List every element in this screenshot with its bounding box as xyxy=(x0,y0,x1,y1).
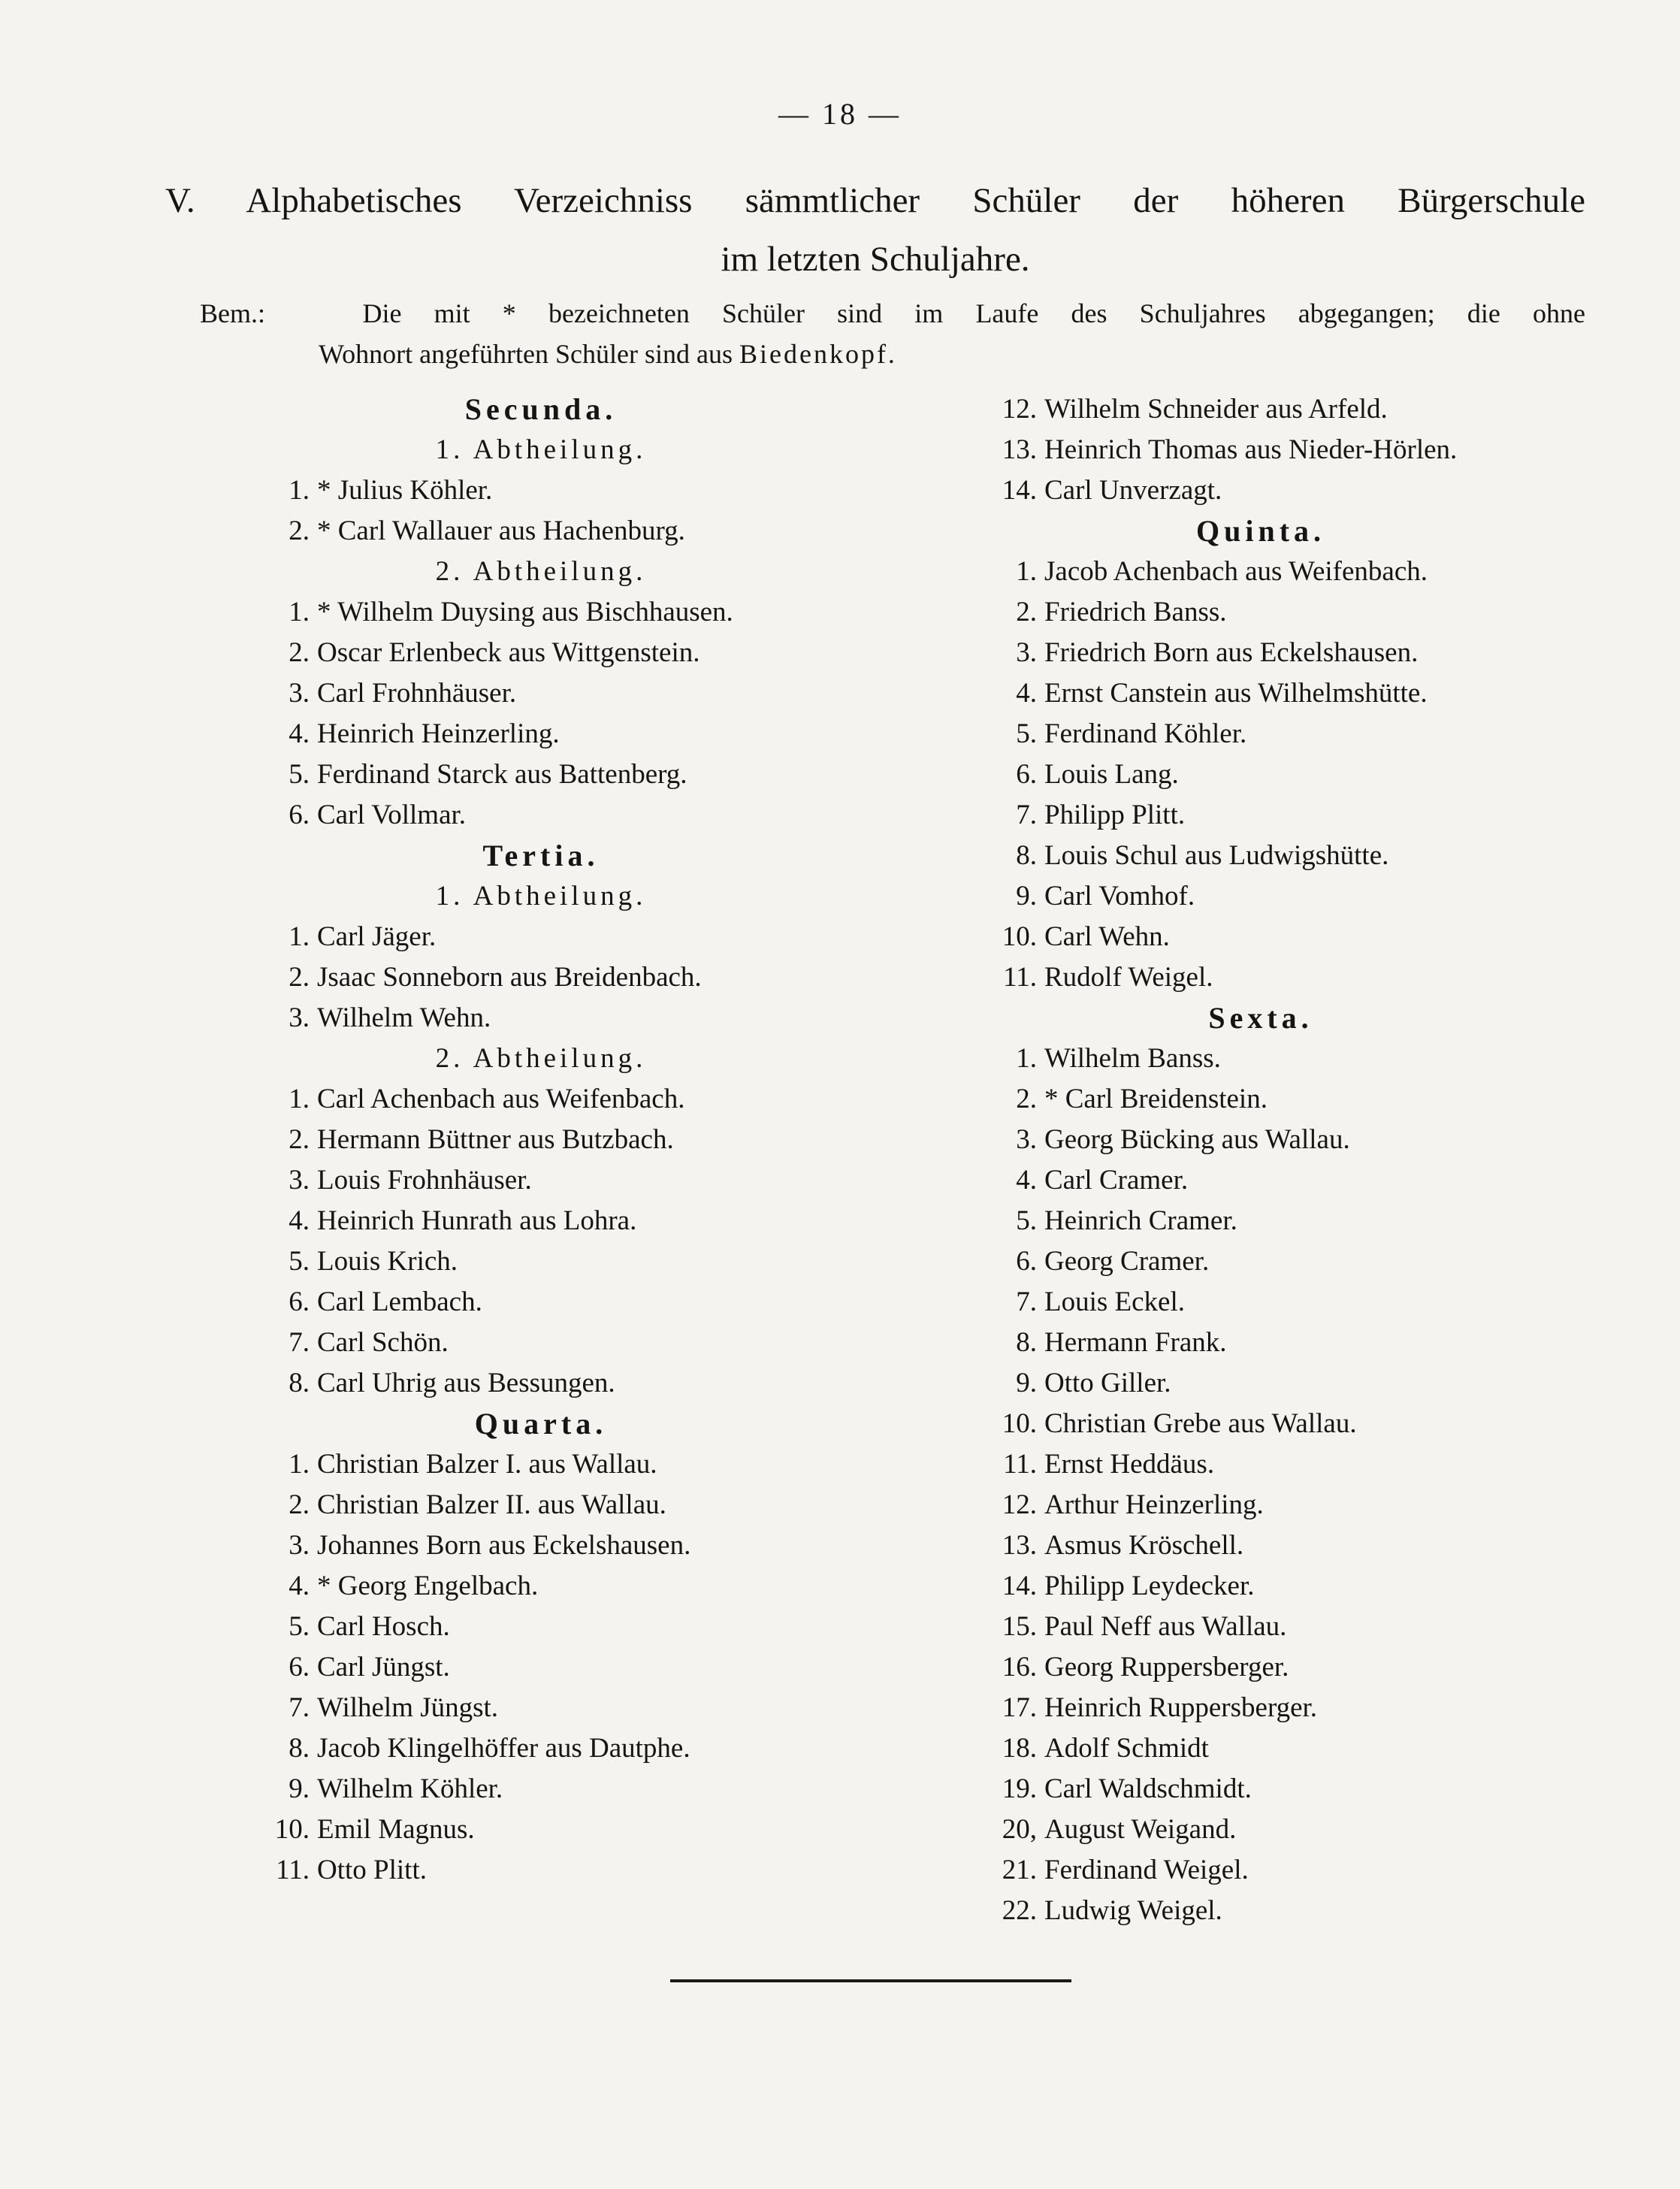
closing-rule xyxy=(670,1979,1071,1982)
entry-number: 13. xyxy=(1002,1530,1037,1561)
entry-number: 8. xyxy=(289,1368,310,1398)
entry-number: 22. xyxy=(1002,1895,1037,1926)
entry-number: 12. xyxy=(1002,1489,1037,1520)
entry-number: 1. xyxy=(289,921,310,952)
student-entry xyxy=(975,1688,1576,1728)
student-entry xyxy=(975,1891,1576,1931)
student-entry xyxy=(248,957,924,998)
student-name: Heinrich Thomas aus Nieder-Hörlen. xyxy=(1044,434,1458,465)
student-entry xyxy=(975,1850,1576,1891)
student-entry xyxy=(248,1485,924,1525)
class-heading: Sexta. xyxy=(1208,1001,1313,1035)
entry-number: 1. xyxy=(289,1449,310,1480)
student-entry xyxy=(975,430,1576,470)
student-entry xyxy=(975,1444,1576,1485)
student-entry xyxy=(975,1323,1576,1363)
entry-number: 16. xyxy=(1002,1652,1037,1683)
student-entry xyxy=(248,1769,924,1810)
student-name: Arthur Heinzerling. xyxy=(1044,1489,1264,1520)
student-name: Ferdinand Köhler. xyxy=(1044,718,1247,749)
student-entry xyxy=(975,1363,1576,1404)
entry-number: 5. xyxy=(1016,1205,1037,1236)
student-entry xyxy=(248,917,924,957)
page-title xyxy=(165,171,1585,289)
student-name: Wilhelm Köhler. xyxy=(317,1773,503,1804)
student-name: Louis Krich. xyxy=(317,1246,458,1277)
student-name: Carl Unverzagt. xyxy=(1044,475,1222,506)
student-name: Christian Balzer II. aus Wallau. xyxy=(317,1489,666,1520)
entry-number: 4. xyxy=(1016,1165,1037,1196)
student-entry xyxy=(975,1160,1576,1201)
entry-number: 10. xyxy=(274,1814,310,1845)
student-entry xyxy=(248,1728,924,1769)
student-entry xyxy=(975,795,1576,836)
title-line-1: V. Alphabetisches Verzeichniss sämmtlicher Schüler der höheren Bürgerschule xyxy=(165,181,1585,220)
entry-number: 5. xyxy=(289,1611,310,1642)
student-name: August Weigand. xyxy=(1044,1814,1237,1845)
entry-number: 5. xyxy=(289,1246,310,1277)
student-entry xyxy=(248,1241,924,1282)
entry-number: 4. xyxy=(289,1205,310,1236)
entry-number: 3. xyxy=(289,1165,310,1196)
entry-number: 7. xyxy=(1016,1286,1037,1317)
student-name: Asmus Kröschell. xyxy=(1044,1530,1244,1561)
entry-number: 3. xyxy=(1016,637,1037,668)
entry-number: 10. xyxy=(1002,921,1037,952)
student-entry xyxy=(975,1404,1576,1444)
student-name: Heinrich Ruppersberger. xyxy=(1044,1692,1318,1723)
left-column xyxy=(248,389,924,1891)
student-name: * Georg Engelbach. xyxy=(317,1571,539,1601)
student-name: Friedrich Banss. xyxy=(1044,597,1227,627)
student-entry xyxy=(975,1120,1576,1160)
student-name: Carl Vomhof. xyxy=(1044,881,1195,912)
remark-line-2 xyxy=(200,334,1585,374)
student-name: Georg Cramer. xyxy=(1044,1246,1210,1277)
entry-number: 3. xyxy=(289,678,310,709)
student-entry xyxy=(975,470,1576,511)
student-name: Otto Giller. xyxy=(1044,1368,1171,1398)
student-name: Carl Uhrig aus Bessungen. xyxy=(317,1368,615,1398)
student-name: Jacob Klingelhöffer aus Dautphe. xyxy=(317,1733,690,1764)
student-name: Carl Jüngst. xyxy=(317,1652,450,1683)
student-name: Carl Lembach. xyxy=(317,1286,482,1317)
student-entry xyxy=(975,1201,1576,1241)
class-heading: Secunda. xyxy=(464,392,618,426)
student-entry xyxy=(975,876,1576,917)
entry-number: 18. xyxy=(1002,1733,1037,1764)
student-name: Wilhelm Schneider aus Arfeld. xyxy=(1044,394,1388,425)
entry-number: 17. xyxy=(1002,1692,1037,1723)
student-entry xyxy=(975,1241,1576,1282)
student-entry xyxy=(975,1810,1576,1850)
class-heading: Quinta. xyxy=(1195,514,1326,548)
entry-number: 8. xyxy=(289,1733,310,1764)
remark-line-1 xyxy=(200,293,1585,334)
student-name: Georg Bücking aus Wallau. xyxy=(1044,1124,1350,1155)
entry-number: 8. xyxy=(1016,840,1037,871)
student-entry xyxy=(975,1039,1576,1079)
student-name: Georg Ruppersberger. xyxy=(1044,1652,1289,1683)
student-name: Ferdinand Weigel. xyxy=(1044,1855,1249,1885)
student-entry xyxy=(248,1282,924,1323)
student-name: Louis Lang. xyxy=(1044,759,1179,790)
student-entry xyxy=(975,836,1576,876)
student-entry xyxy=(975,1079,1576,1120)
student-entry xyxy=(248,1566,924,1607)
student-entry xyxy=(975,957,1576,998)
student-entry xyxy=(975,754,1576,795)
remark-note xyxy=(200,293,1585,374)
entry-number: 1. xyxy=(1016,556,1037,587)
entry-number: 9. xyxy=(289,1773,310,1804)
student-entry xyxy=(248,1525,924,1566)
student-entry xyxy=(975,1607,1576,1647)
remark-place: Biedenkopf. xyxy=(739,339,897,369)
student-entry xyxy=(248,714,924,754)
class-heading: Tertia. xyxy=(482,839,600,872)
student-entry xyxy=(248,470,924,511)
student-entry xyxy=(248,633,924,673)
entry-number: 2. xyxy=(289,1124,310,1155)
entry-number: 11. xyxy=(1003,962,1037,993)
student-name: Ludwig Weigel. xyxy=(1044,1895,1222,1926)
student-entry xyxy=(248,1120,924,1160)
student-name: Johannes Born aus Eckelshausen. xyxy=(317,1530,691,1561)
entry-number: 10. xyxy=(1002,1408,1037,1439)
student-name: Heinrich Hunrath aus Lohra. xyxy=(317,1205,637,1236)
entry-number: 8. xyxy=(1016,1327,1037,1358)
student-entry xyxy=(248,511,924,552)
student-name: Christian Grebe aus Wallau. xyxy=(1044,1408,1357,1439)
entry-number: 7. xyxy=(289,1692,310,1723)
entry-number: 3. xyxy=(289,1530,310,1561)
entry-number: 19. xyxy=(1002,1773,1037,1804)
entry-number: 2. xyxy=(1016,597,1037,627)
student-entry xyxy=(248,754,924,795)
student-entry xyxy=(248,1444,924,1485)
student-name: Friedrich Born aus Eckelshausen. xyxy=(1044,637,1419,668)
entry-number: 20, xyxy=(1002,1814,1037,1845)
student-name: Jacob Achenbach aus Weifenbach. xyxy=(1044,556,1428,587)
student-entry xyxy=(975,389,1576,430)
student-entry xyxy=(975,673,1576,714)
entry-number: 21. xyxy=(1002,1855,1037,1885)
student-entry xyxy=(975,714,1576,754)
student-entry xyxy=(975,633,1576,673)
student-entry xyxy=(975,1566,1576,1607)
student-entry xyxy=(975,1728,1576,1769)
student-name: Otto Plitt. xyxy=(317,1855,427,1885)
student-name: Heinrich Heinzerling. xyxy=(317,718,560,749)
entry-number: 3. xyxy=(1016,1124,1037,1155)
division-heading: 2. Abtheilung. xyxy=(435,1043,647,1074)
student-entry xyxy=(975,1485,1576,1525)
student-name: Carl Hosch. xyxy=(317,1611,450,1642)
student-name: Louis Schul aus Ludwigshütte. xyxy=(1044,840,1389,871)
remark-label: Bem.: xyxy=(200,298,265,328)
entry-number: 1. xyxy=(1016,1043,1037,1074)
student-name: Carl Wehn. xyxy=(1044,921,1170,952)
student-name: Christian Balzer I. aus Wallau. xyxy=(317,1449,657,1480)
student-entry xyxy=(248,1363,924,1404)
student-name: Heinrich Cramer. xyxy=(1044,1205,1237,1236)
student-entry xyxy=(248,795,924,836)
entry-number: 13. xyxy=(1002,434,1037,465)
student-name: Carl Frohnhäuser. xyxy=(317,678,517,709)
student-entry xyxy=(248,1079,924,1120)
student-name: Carl Jäger. xyxy=(317,921,437,952)
student-name: Rudolf Weigel. xyxy=(1044,962,1213,993)
student-name: Hermann Büttner aus Butzbach. xyxy=(317,1124,674,1155)
entry-number: 14. xyxy=(1002,475,1037,506)
student-entry xyxy=(975,1282,1576,1323)
entry-number: 1. xyxy=(289,597,310,627)
student-entry xyxy=(248,1607,924,1647)
student-entry xyxy=(975,1769,1576,1810)
entry-number: 6. xyxy=(1016,759,1037,790)
entry-number: 5. xyxy=(289,759,310,790)
student-name: Carl Vollmar. xyxy=(317,800,467,830)
title-line-2: im letzten Schuljahre. xyxy=(721,240,1030,279)
class-heading: Quarta. xyxy=(474,1407,608,1441)
entry-number: 1. xyxy=(289,1084,310,1114)
entry-number: 2. xyxy=(289,637,310,668)
entry-number: 11. xyxy=(276,1855,310,1885)
entry-number: 11. xyxy=(1003,1449,1037,1480)
entry-number: 2. xyxy=(289,516,310,546)
student-entry xyxy=(248,998,924,1039)
student-name: Paul Neff aus Wallau. xyxy=(1044,1611,1287,1642)
student-entry xyxy=(248,1850,924,1891)
student-name: Louis Eckel. xyxy=(1044,1286,1186,1317)
student-entry xyxy=(248,1810,924,1850)
student-name: Carl Waldschmidt. xyxy=(1044,1773,1252,1804)
student-name: Jsaac Sonneborn aus Breidenbach. xyxy=(317,962,702,993)
student-entry xyxy=(248,1647,924,1688)
student-name: Philipp Plitt. xyxy=(1044,800,1186,830)
page-number: — 18 — xyxy=(778,97,902,131)
student-name: Ernst Canstein aus Wilhelmshütte. xyxy=(1044,678,1428,709)
entry-number: 3. xyxy=(289,1002,310,1033)
division-heading: 2. Abtheilung. xyxy=(435,556,647,587)
student-name: * Carl Wallauer aus Hachenburg. xyxy=(317,516,685,546)
entry-number: 12. xyxy=(1002,394,1037,425)
student-name: Emil Magnus. xyxy=(317,1814,475,1845)
student-entry xyxy=(975,1525,1576,1566)
student-name: Carl Achenbach aus Weifenbach. xyxy=(317,1084,685,1114)
student-entry xyxy=(248,1160,924,1201)
student-name: Wilhelm Banss. xyxy=(1044,1043,1221,1074)
student-name: Hermann Frank. xyxy=(1044,1327,1227,1358)
student-entry xyxy=(975,917,1576,957)
entry-number: 6. xyxy=(289,1286,310,1317)
student-name: Carl Cramer. xyxy=(1044,1165,1189,1196)
entry-number: 9. xyxy=(1016,881,1037,912)
entry-number: 4. xyxy=(289,1571,310,1601)
entry-number: 6. xyxy=(289,1652,310,1683)
entry-number: 2. xyxy=(289,962,310,993)
student-name: * Wilhelm Duysing aus Bischhausen. xyxy=(317,597,733,627)
student-entry xyxy=(248,1201,924,1241)
student-name: * Julius Köhler. xyxy=(317,475,493,506)
division-heading: 1. Abtheilung. xyxy=(435,434,647,465)
entry-number: 9. xyxy=(1016,1368,1037,1398)
student-name: Louis Frohnhäuser. xyxy=(317,1165,532,1196)
entry-number: 4. xyxy=(289,718,310,749)
entry-number: 4. xyxy=(1016,678,1037,709)
division-heading: 1. Abtheilung. xyxy=(435,881,647,912)
student-entry xyxy=(248,592,924,633)
student-entry xyxy=(248,1688,924,1728)
student-name: Wilhelm Jüngst. xyxy=(317,1692,499,1723)
entry-number: 6. xyxy=(1016,1246,1037,1277)
student-name: Ferdinand Starck aus Battenberg. xyxy=(317,759,687,790)
entry-number: 5. xyxy=(1016,718,1037,749)
entry-number: 7. xyxy=(1016,800,1037,830)
entry-number: 14. xyxy=(1002,1571,1037,1601)
entry-number: 1. xyxy=(289,475,310,506)
student-entry xyxy=(248,1323,924,1363)
student-name: Carl Schön. xyxy=(317,1327,449,1358)
right-column xyxy=(975,389,1576,1931)
student-name: Wilhelm Wehn. xyxy=(317,1002,491,1033)
entry-number: 6. xyxy=(289,800,310,830)
student-name: Oscar Erlenbeck aus Wittgenstein. xyxy=(317,637,700,668)
entry-number: 15. xyxy=(1002,1611,1037,1642)
remark-text-2: Wohnort angeführten Schüler sind aus xyxy=(319,339,733,369)
student-name: Ernst Heddäus. xyxy=(1044,1449,1215,1480)
entry-number: 2. xyxy=(1016,1084,1037,1114)
student-entry xyxy=(975,1647,1576,1688)
student-entry xyxy=(975,552,1576,592)
student-entry xyxy=(248,673,924,714)
student-name: * Carl Breidenstein. xyxy=(1044,1084,1268,1114)
entry-number: 7. xyxy=(289,1327,310,1358)
student-name: Philipp Leydecker. xyxy=(1044,1571,1255,1601)
student-entry xyxy=(975,592,1576,633)
student-name: Adolf Schmidt xyxy=(1044,1733,1209,1764)
entry-number: 2. xyxy=(289,1489,310,1520)
remark-text: Die mit * bezeichneten Schüler sind im Laufe des Schuljahres abgegangen; die ohne xyxy=(362,298,1585,328)
